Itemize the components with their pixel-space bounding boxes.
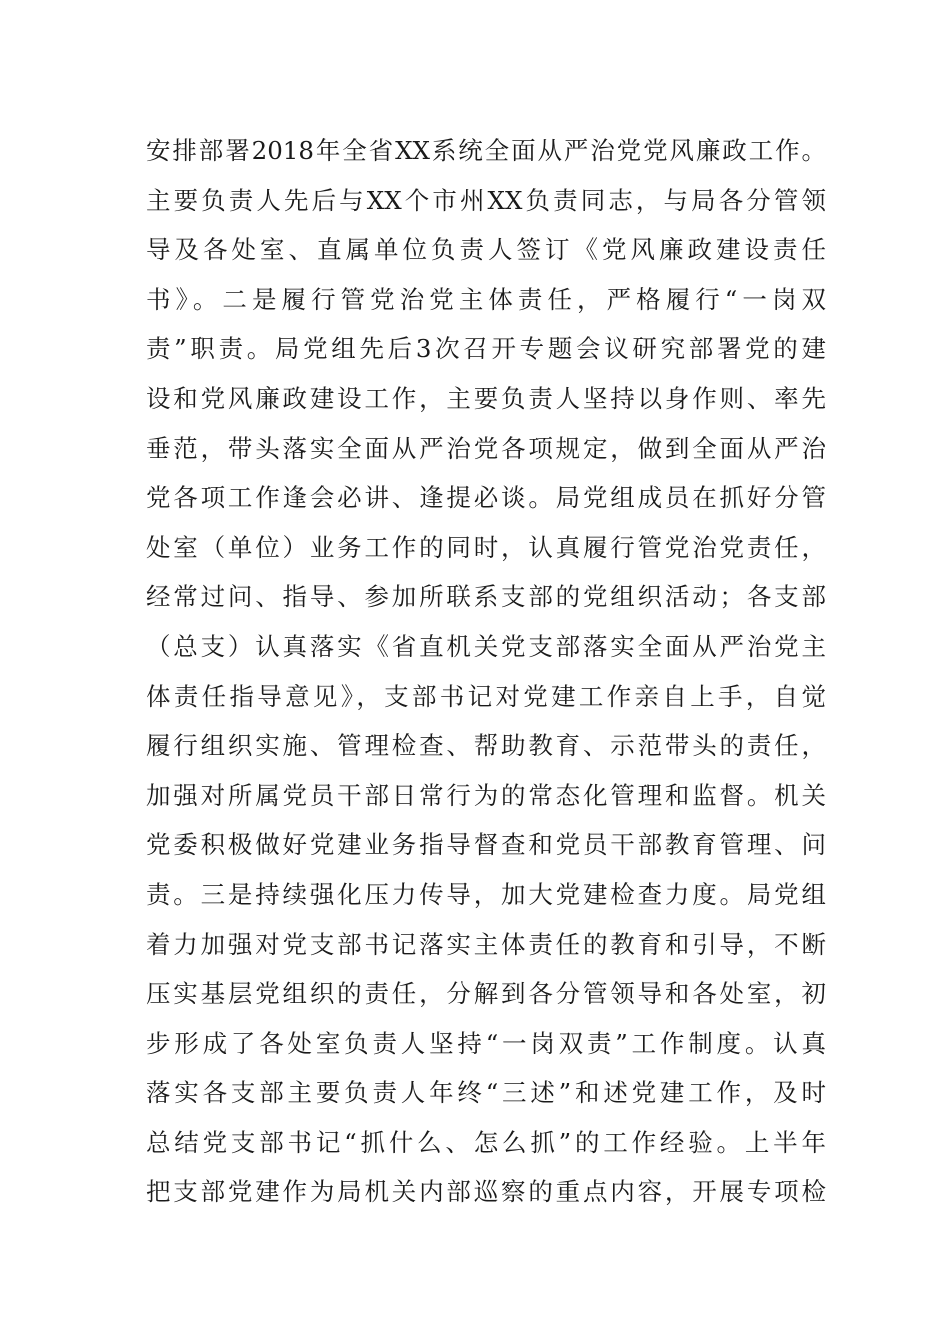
text-line: 把支部党建作为局机关内部巡察的重点内容，开展专项检 xyxy=(146,1177,826,1207)
body-text xyxy=(146,126,826,1217)
text-line: 党各项工作逢会必讲、逢提必谈。局党组成员在抓好分管 xyxy=(146,483,826,513)
text-line: 落实各支部主要负责人年终“三述”和述党建工作，及时 xyxy=(146,1078,826,1108)
text-line: 责”职责。局党组先后3次召开专题会议研究部署党的建 xyxy=(146,334,826,364)
text-line: 安排部署2018年全省XX系统全面从严治党党风廉政工作。 xyxy=(146,136,826,165)
text-line: 书》。二是履行管党治党主体责任，严格履行“一岗双 xyxy=(146,284,826,314)
text-line: 体责任指导意见》，支部书记对党建工作亲自上手，自觉 xyxy=(146,681,826,711)
text-line: 责。三是持续强化压力传导，加大党建检查力度。局党组 xyxy=(146,879,826,909)
text-line: 经常过问、指导、参加所联系支部的党组织活动；各支部 xyxy=(146,582,826,612)
text-line: 着力加强对党支部书记落实主体责任的教育和引导，不断 xyxy=(146,929,826,959)
text-line: 处室（单位）业务工作的同时，认真履行管党治党责任， xyxy=(146,532,826,562)
text-line: 党委积极做好党建业务指导督查和党员干部教育管理、问 xyxy=(146,830,826,860)
text-line: 加强对所属党员干部日常行为的常态化管理和监督。机关 xyxy=(146,780,826,810)
text-line: （总支）认真落实《省直机关党支部落实全面从严治党主 xyxy=(146,631,826,661)
text-line: 导及各处室、直属单位负责人签订《党风廉政建设责任 xyxy=(146,235,826,265)
text-line: 主要负责人先后与XX个市州XX负责同志，与局各分管领 xyxy=(146,185,826,215)
text-line: 压实基层党组织的责任，分解到各分管领导和各处室，初 xyxy=(146,979,826,1009)
text-line: 履行组织实施、管理检查、帮助教育、示范带头的责任， xyxy=(146,731,826,761)
text-line: 垂范，带头落实全面从严治党各项规定，做到全面从严治 xyxy=(146,433,826,463)
text-line: 总结党支部书记“抓什么、怎么抓”的工作经验。上半年 xyxy=(146,1127,826,1157)
text-line: 设和党风廉政建设工作，主要负责人坚持以身作则、率先 xyxy=(146,383,826,413)
text-line: 步形成了各处室负责人坚持“一岗双责”工作制度。认真 xyxy=(146,1028,826,1058)
